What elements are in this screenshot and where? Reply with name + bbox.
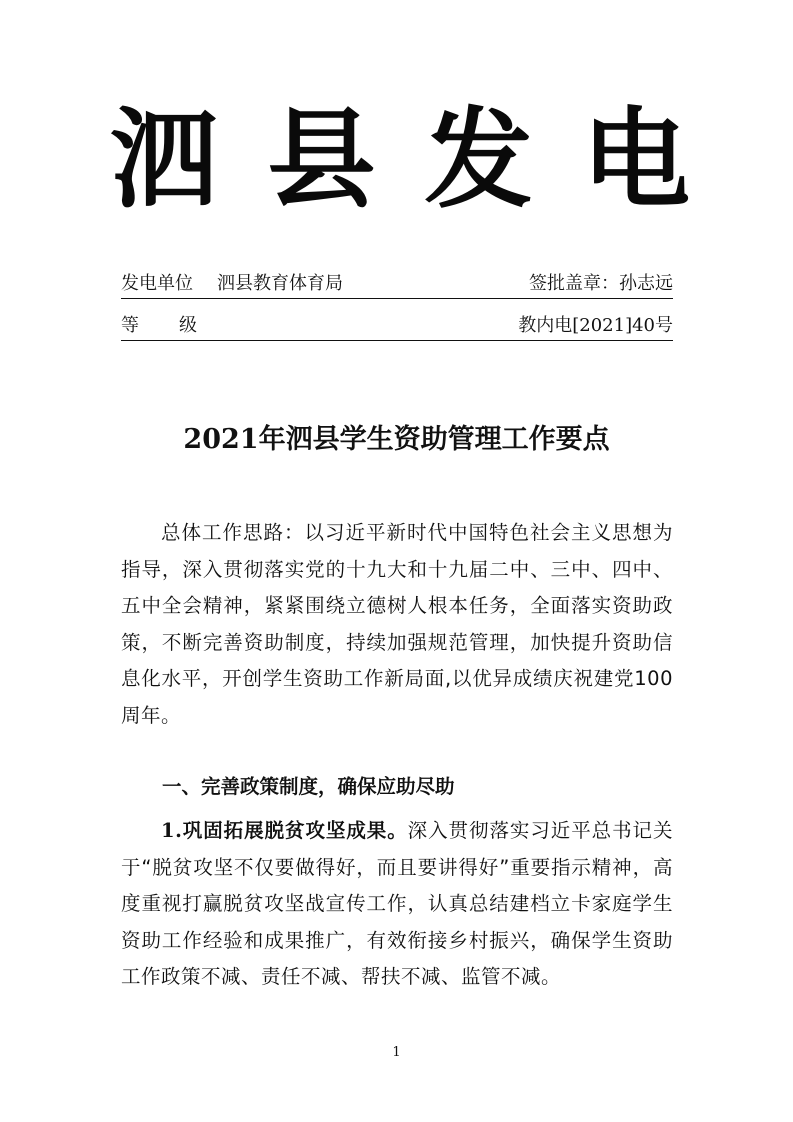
sender-value: 泗县教育体育局 (217, 273, 343, 294)
section-heading: 一、完善政策制度，确保应助尽助 (162, 775, 455, 798)
masthead-char: 泗 (110, 97, 219, 223)
masthead-char: 县 (267, 97, 376, 223)
masthead (110, 97, 690, 223)
page-number: 1 (392, 1045, 401, 1060)
item-text: 深入贯彻落实习近平总书记关于“脱贫攻坚不仅要做得好，而且要讲得好”重要指示精神，高度重视打赢脱贫攻坚战宣传工作，认真总结建档立卡家庭学生资助工作经验和成果推广，有效衔接乡村振兴，确保学生资助工作政策不减、责任不减、帮扶不减、监管不减。 (121, 819, 673, 988)
grade-info (121, 314, 237, 338)
item-paragraph (121, 813, 673, 996)
overview-paragraph: 总体工作思路：以习近平新时代中国特色社会主义思想为指导，深入贯彻落实党的十九大和十九届二中、三中、四中、五中全会精神，紧紧围绕立德树人根本任务，全面落实资助政策，不断完善资助制度，持续加强规范管理，加快提升资助信息化水平，开创学生资助工作新局面,以优异成绩庆祝建党100周年。 (121, 521, 673, 727)
sender-row (121, 268, 673, 299)
signer: 签批盖章：孙志远 (529, 273, 673, 294)
document-number: 教内电[2021]40号 (518, 315, 673, 336)
masthead-char: 发 (424, 97, 533, 223)
sender-info (121, 272, 343, 296)
grade-row (121, 310, 673, 341)
grade-label: 等级 (121, 315, 237, 336)
masthead-char: 电 (581, 97, 690, 223)
sender-label: 发电单位 (121, 273, 193, 294)
document-title: 2021年泗县学生资助管理工作要点 (183, 424, 610, 455)
item-lead: 1.巩固拓展脱贫攻坚成果。 (161, 819, 408, 842)
